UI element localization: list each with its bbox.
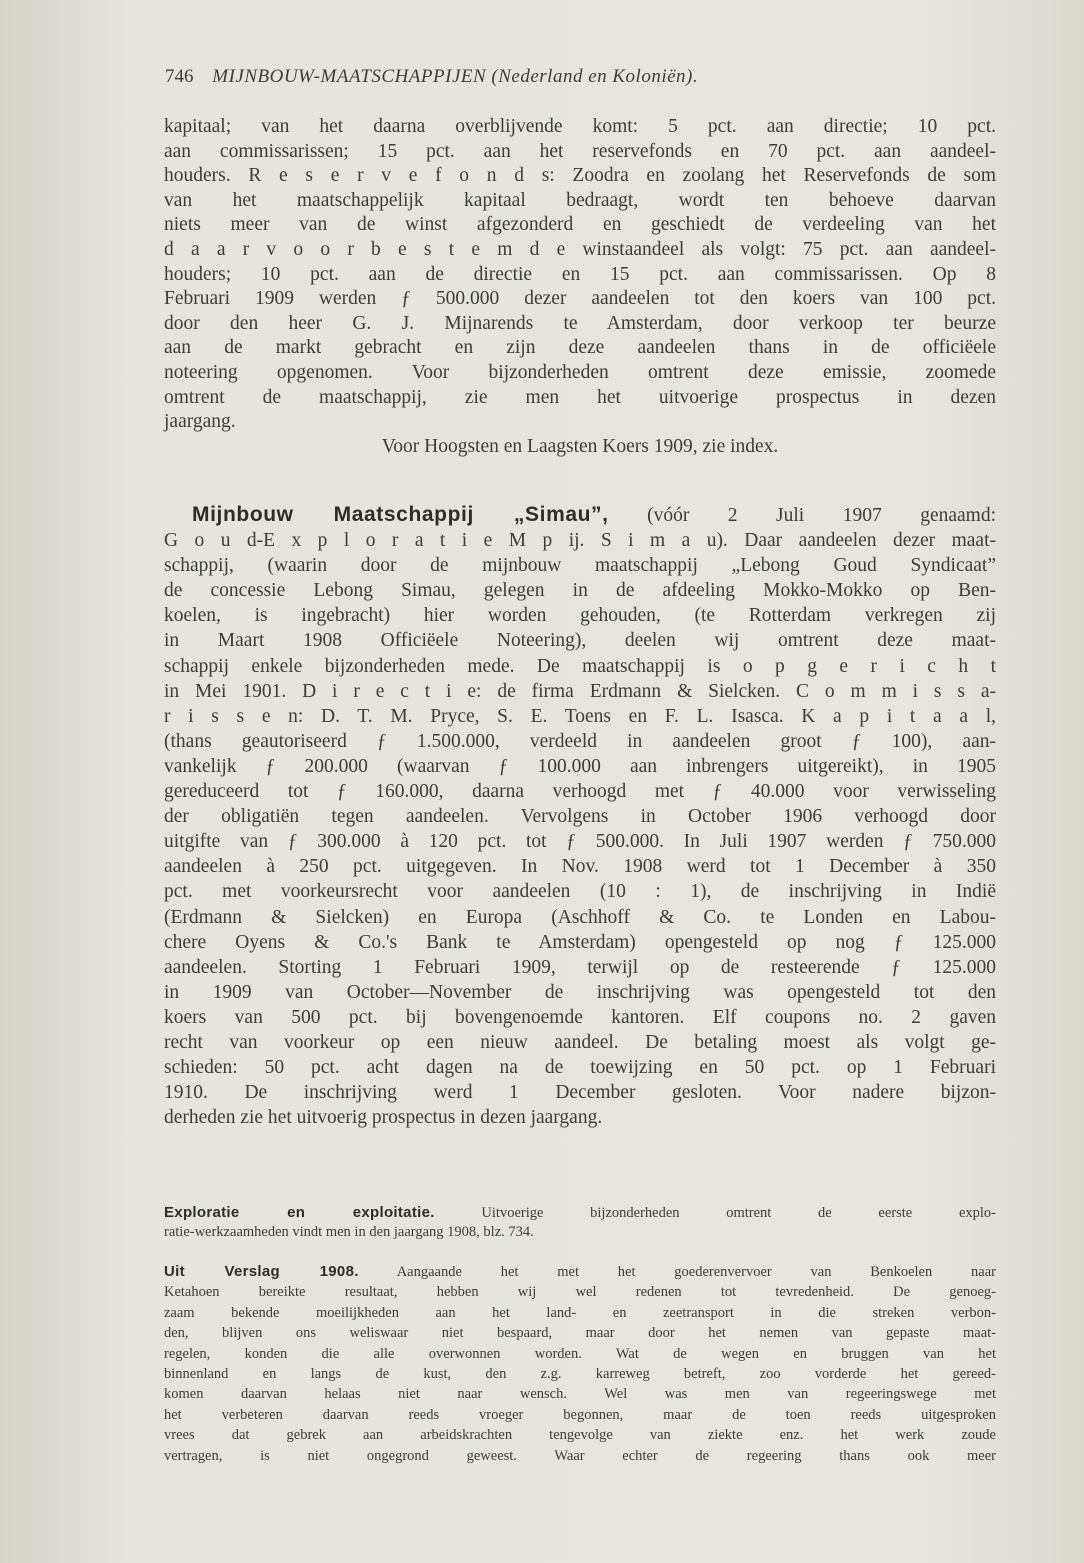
text-line bbox=[164, 528, 996, 553]
text-line bbox=[164, 729, 996, 754]
line-text: recht van voorkeur op een nieuw aandeel. De betaling moest als volgt ge- bbox=[164, 1031, 996, 1053]
paragraph bbox=[164, 1203, 996, 1242]
line-text: vertragen, is niet ongegrond geweest. Waar echter de regeering thans ook meer bbox=[164, 1447, 996, 1464]
text-line bbox=[164, 238, 996, 263]
text-line bbox=[164, 879, 996, 904]
line-text: het verbeteren daarvan reeds vroeger begonnen, maar de toen reeds uitgesproken bbox=[164, 1406, 996, 1423]
line-text: schappij enkele bijzonderheden mede. De maatschappij is o p g e r i c h t bbox=[164, 655, 996, 677]
text-line bbox=[164, 1203, 996, 1223]
line-text: van het maatschappelijk kapitaal bedraagt, wordt ten behoeve daarvan bbox=[164, 189, 996, 211]
text-line bbox=[164, 1055, 996, 1080]
text-line bbox=[164, 704, 996, 729]
text-line bbox=[164, 1282, 996, 1302]
text-line bbox=[164, 287, 996, 312]
line-text: Aangaande het met het goederenvervoer van Benkoelen naar bbox=[358, 1264, 996, 1280]
line-text: zaam bekende moeilijkheden aan het land- en zeetransport in die streken verbon- bbox=[164, 1304, 996, 1321]
running-header bbox=[165, 66, 698, 88]
line-text: den, blijven ons weliswaar niet bespaard, maar door het nemen van gepaste maat- bbox=[164, 1325, 996, 1342]
line-text: pct. met voorkeursrecht voor aandeelen (10 : 1), de inschrijving in Indië bbox=[164, 881, 996, 903]
text-line bbox=[164, 854, 996, 879]
line-text: derheden zie het uitvoerig prospectus in dezen jaargang. bbox=[164, 1107, 603, 1129]
line-text: Uitvoerige bijzonderheden omtrent de eerste explo- bbox=[434, 1205, 996, 1221]
line-text: ratie-werkzaamheden vindt men in den jaargang 1908, blz. 734. bbox=[164, 1224, 534, 1240]
line-text: 1910. De inschrijving werd 1 December gesloten. Voor nadere bijzon- bbox=[164, 1082, 996, 1104]
text-line bbox=[164, 1223, 996, 1242]
paragraph bbox=[164, 115, 996, 459]
text-line bbox=[164, 1105, 996, 1130]
line-text: binnenland en langs de kust, den z.g. karreweg betreft, zoo vorderde het gereed- bbox=[164, 1366, 996, 1383]
text-line bbox=[164, 1405, 996, 1425]
text-line bbox=[164, 1030, 996, 1055]
line-text: aandeelen. Storting 1 Februari 1909, terwijl op de resteerende ƒ 125.000 bbox=[164, 956, 996, 978]
text-line bbox=[164, 336, 996, 361]
section-heading: Exploratie en exploitatie. bbox=[164, 1204, 435, 1221]
text-line bbox=[164, 603, 996, 628]
text-line bbox=[164, 654, 996, 679]
text-line bbox=[164, 779, 996, 804]
text-line bbox=[164, 263, 996, 288]
line-text: in Maart 1908 Officiëele Noteering), deelen wij omtrent deze maat- bbox=[164, 630, 996, 652]
text-line bbox=[164, 1005, 996, 1030]
text-line bbox=[164, 578, 996, 603]
line-text: uitgifte van ƒ 300.000 à 120 pct. tot ƒ 500.000. In Juli 1907 werden ƒ 750.000 bbox=[164, 831, 996, 853]
line-text: (Erdmann & Sielcken) en Europa (Aschhoff & Co. te Londen en Labou- bbox=[164, 906, 996, 928]
text-line bbox=[164, 410, 996, 435]
line-text: in Mei 1901. D i r e c t i e: de firma Erdmann & Sielcken. C o m m i s s a- bbox=[164, 680, 996, 702]
line-text: houders; 10 pct. aan de directie en 15 pct. aan commissarissen. Op 8 bbox=[164, 263, 996, 285]
section-heading: Uit Verslag 1908. bbox=[164, 1263, 359, 1280]
line-text: G o u d-E x p l o r a t i e M p ij. S i m a u). Daar aandeelen dezer maat- bbox=[164, 530, 996, 552]
line-text: vrees dat gebrek aan arbeidskrachten tengevolge van ziekte enz. het werk zoude bbox=[164, 1427, 996, 1444]
line-text: door den heer G. J. Mijnarends te Amsterdam, door verkoop ter beurze bbox=[164, 312, 996, 334]
line-text: niets meer van de winst afgezonderd en geschiedt de verdeeling van het bbox=[164, 214, 996, 236]
text-line bbox=[164, 386, 996, 411]
text-line bbox=[164, 502, 996, 528]
line-text: chere Oyens & Co.'s Bank te Amsterdam) opengesteld op nog ƒ 125.000 bbox=[164, 931, 996, 953]
line-text: in 1909 van October—November de inschrijving was opengesteld tot den bbox=[164, 981, 996, 1003]
line-text: aan commissarissen; 15 pct. aan het reservefonds en 70 pct. aan aandeel- bbox=[164, 140, 996, 162]
text-line bbox=[164, 1446, 996, 1466]
text-line bbox=[164, 312, 996, 337]
line-text: houders. R e s e r v e f o n d s: Zoodra en zoolang het Reservefonds de som bbox=[164, 165, 996, 187]
line-text: r i s s e n: D. T. M. Pryce, S. E. Toens en F. L. Isasca. K a p i t a a l, bbox=[164, 705, 996, 727]
line-text: schappij, (waarin door de mijnbouw maatschappij „Lebong Goud Syndicaat” bbox=[164, 555, 996, 577]
line-text: koelen, is ingebracht) hier worden gehouden, (te Rotterdam verkregen zij bbox=[164, 605, 996, 627]
line-text: der obligatiën tegen aandeelen. Vervolgens in October 1906 verhoogd door bbox=[164, 806, 996, 828]
paragraph bbox=[164, 1262, 996, 1466]
text-line bbox=[164, 1384, 996, 1404]
line-text: (vóór 2 Juli 1907 genaamd: bbox=[608, 505, 996, 526]
text-line bbox=[164, 1344, 996, 1364]
text-line bbox=[164, 754, 996, 779]
text-line bbox=[164, 905, 996, 930]
text-line bbox=[164, 1323, 996, 1343]
text-line bbox=[164, 140, 996, 165]
line-text: aan de markt gebracht en zijn deze aandeelen thans in de officiëele bbox=[164, 337, 996, 359]
line-text: Februari 1909 werden ƒ 500.000 dezer aandeelen tot den koers van 100 pct. bbox=[164, 288, 996, 310]
text-line bbox=[164, 804, 996, 829]
text-line bbox=[164, 189, 996, 214]
page-number: 746 bbox=[165, 66, 194, 87]
line-text: vankelijk ƒ 200.000 (waarvan ƒ 100.000 aan inbrengers uitgereikt), in 1905 bbox=[164, 755, 996, 777]
line-text: Ketahoen bereikte resultaat, hebben wij wel redenen tot tevredenheid. De genoeg- bbox=[164, 1284, 996, 1301]
text-line bbox=[164, 115, 996, 140]
text-line bbox=[164, 1262, 996, 1282]
paragraph bbox=[164, 502, 996, 1130]
line-text: gereduceerd tot ƒ 160.000, daarna verhoogd met ƒ 40.000 voor verwisseling bbox=[164, 781, 996, 803]
text-line bbox=[164, 1080, 996, 1105]
text-line bbox=[164, 213, 996, 238]
line-text: de concessie Lebong Simau, gelegen in de afdeeling Mokko-Mokko op Ben- bbox=[164, 580, 996, 602]
line-text: omtrent de maatschappij, zie men het uitvoerige prospectus in dezen bbox=[164, 386, 996, 408]
text-line bbox=[164, 829, 996, 854]
text-line bbox=[164, 1364, 996, 1384]
line-text: jaargang. bbox=[164, 411, 236, 433]
text-line bbox=[164, 955, 996, 980]
text-line bbox=[164, 361, 996, 386]
text-line bbox=[164, 1425, 996, 1445]
line-text: d a a r v o o r b e s t e m d e winstaandeel als volgt: 75 pct. aan aandeel- bbox=[164, 238, 996, 260]
text-line bbox=[164, 930, 996, 955]
line-text: kapitaal; van het daarna overblijvende komt: 5 pct. aan directie; 10 pct. bbox=[164, 116, 996, 137]
text-line bbox=[164, 628, 996, 653]
line-text: schieden: 50 pct. acht dagen na de toewijzing en 50 pct. op 1 Februari bbox=[164, 1057, 996, 1079]
line-text: aandeelen à 250 pct. uitgegeven. In Nov. 1908 werd tot 1 December à 350 bbox=[164, 856, 996, 878]
text-line bbox=[164, 164, 996, 189]
line-text: (thans geautoriseerd ƒ 1.500.000, verdeeld in aandeelen groot ƒ 100), aan- bbox=[164, 730, 996, 752]
line-text: regelen, konden die alle overwonnen worden. Wat de wegen en bruggen van het bbox=[164, 1345, 996, 1362]
text-line bbox=[164, 679, 996, 704]
text-line bbox=[164, 435, 996, 460]
line-text: komen daarvan helaas niet naar wensch. Wel was men van regeeringswege met bbox=[164, 1386, 996, 1403]
text-line bbox=[164, 1303, 996, 1323]
running-title: MIJNBOUW-MAATSCHAPPIJEN (Nederland en Koloniën). bbox=[212, 66, 699, 87]
text-line bbox=[164, 980, 996, 1005]
section-heading: Mijnbouw Maatschappij „Simau”, bbox=[192, 503, 609, 526]
text-line bbox=[164, 553, 996, 578]
line-text: noteering opgenomen. Voor bijzonderheden omtrent deze emissie, zoomede bbox=[164, 361, 996, 383]
line-text: Voor Hoogsten en Laagsten Koers 1909, zie index. bbox=[381, 435, 779, 457]
line-text: koers van 500 pct. bij bovengenoemde kantoren. Elf coupons no. 2 gaven bbox=[164, 1006, 996, 1028]
